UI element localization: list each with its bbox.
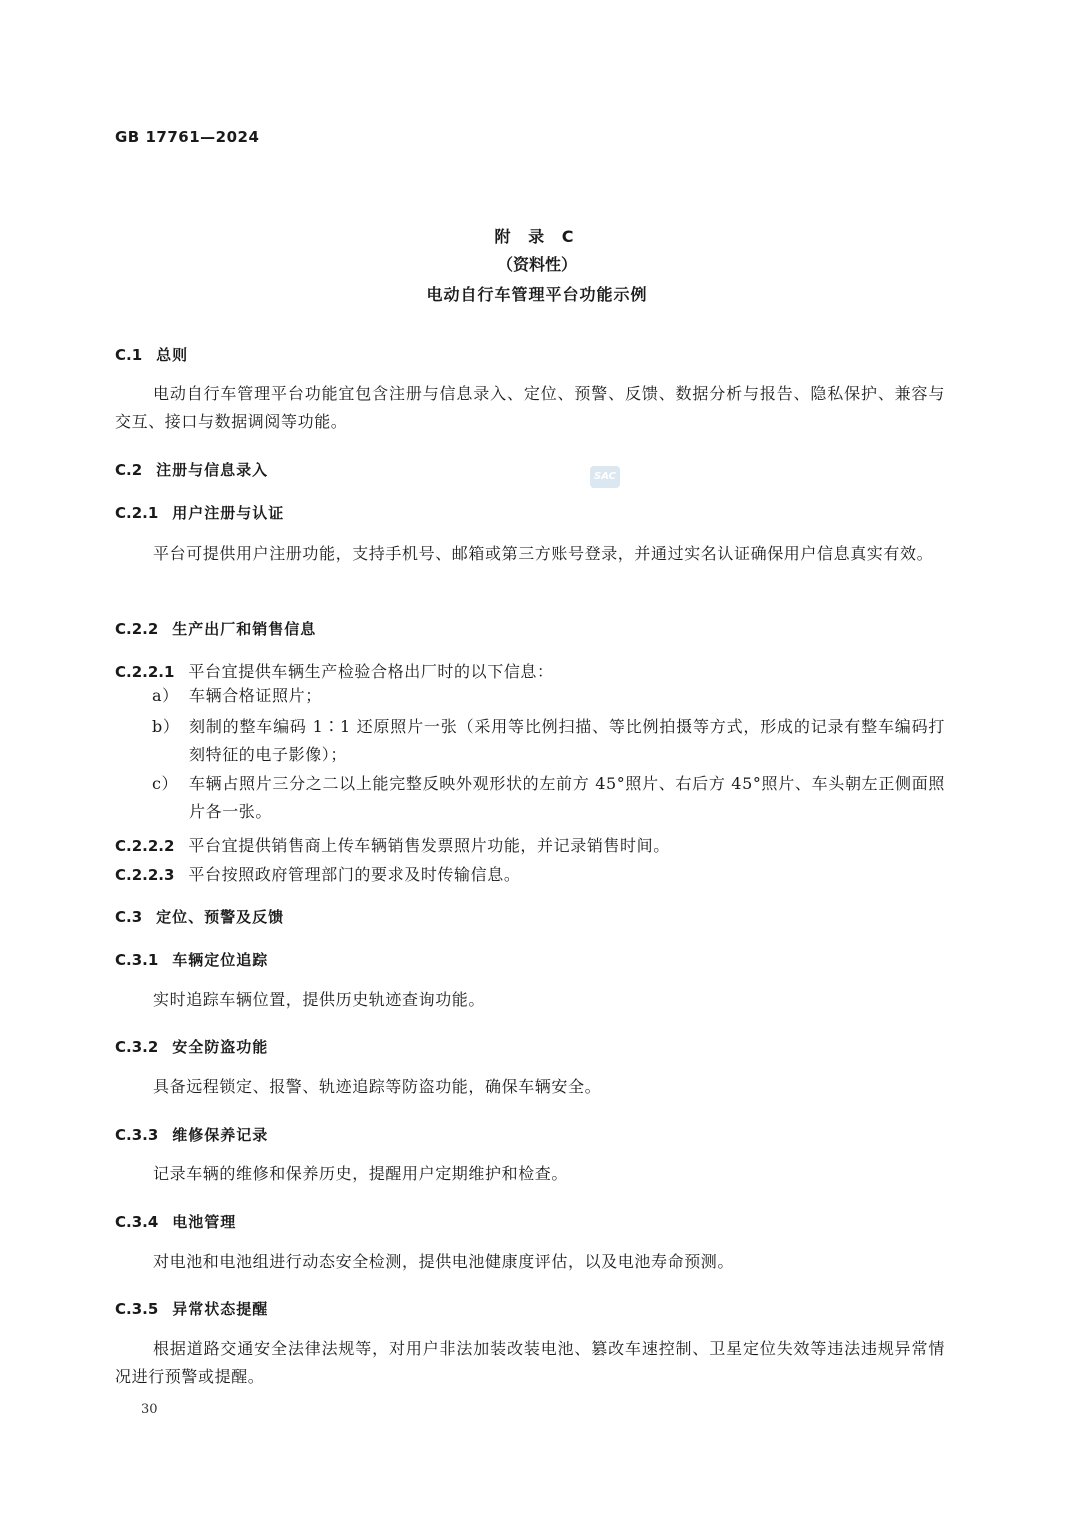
annex-title: 附 录 C bbox=[494, 227, 580, 246]
clause-text: 平台宜提供车辆生产检验合格出厂时的以下信息： bbox=[188, 662, 554, 681]
clause-number: C.2.2.1 bbox=[115, 663, 175, 681]
heading-c3-4 bbox=[115, 1211, 236, 1232]
annex-type: （资料性） bbox=[496, 255, 577, 274]
clause-text: 平台宜提供销售商上传车辆销售发票照片功能，并记录销售时间。 bbox=[188, 836, 670, 855]
heading-number: C.3.4 bbox=[115, 1213, 159, 1231]
list-item bbox=[152, 713, 945, 769]
clause-number: C.2.2.2 bbox=[115, 837, 175, 855]
paragraph-c3-3: 记录车辆的维修和保养历史，提醒用户定期维护和检查。 bbox=[153, 1164, 569, 1183]
annex-name: 电动自行车管理平台功能示例 bbox=[426, 285, 648, 304]
heading-c3-2 bbox=[115, 1036, 268, 1057]
list-item-label: b） bbox=[152, 717, 180, 736]
heading-number: C.3 bbox=[115, 908, 143, 926]
heading-text: 定位、预警及反馈 bbox=[156, 908, 285, 926]
heading-text: 维修保养记录 bbox=[172, 1126, 269, 1144]
list-item-label: c） bbox=[152, 774, 179, 793]
paragraph-c2-1: 平台可提供用户注册功能，支持手机号、邮箱或第三方账号登录，并通过实名认证确保用户信息真实有效。 bbox=[153, 544, 934, 563]
list-item bbox=[152, 770, 945, 826]
heading-number: C.3.5 bbox=[115, 1300, 159, 1318]
heading-text: 电池管理 bbox=[172, 1213, 237, 1231]
standard-code: GB 17761—2024 bbox=[115, 128, 260, 146]
clause-text: 平台按照政府管理部门的要求及时传输信息。 bbox=[188, 865, 521, 884]
heading-c2-1 bbox=[115, 502, 284, 523]
paragraph-c3-4: 对电池和电池组进行动态安全检测，提供电池健康度评估，以及电池寿命预测。 bbox=[153, 1252, 735, 1271]
list-item bbox=[152, 682, 945, 710]
heading-text: 用户注册与认证 bbox=[172, 504, 285, 522]
heading-text: 车辆定位追踪 bbox=[172, 951, 269, 969]
heading-c2 bbox=[115, 459, 268, 480]
paragraph-c3-1: 实时追踪车辆位置，提供历史轨迹查询功能。 bbox=[153, 990, 486, 1009]
heading-text: 安全防盗功能 bbox=[172, 1038, 269, 1056]
heading-c3 bbox=[115, 906, 284, 927]
heading-text: 总则 bbox=[156, 346, 189, 364]
heading-number: C.3.2 bbox=[115, 1038, 159, 1056]
heading-text: 注册与信息录入 bbox=[156, 461, 269, 479]
clause-c2-2-3 bbox=[115, 862, 520, 885]
heading-text: 异常状态提醒 bbox=[172, 1300, 269, 1318]
list-item-label: a） bbox=[152, 686, 179, 705]
heading-c3-5 bbox=[115, 1298, 268, 1319]
list-item-text: 车辆占照片三分之二以上能完整反映外观形状的左前方 45°照片、右后方 45°照片、车头朝左正侧面照片各一张。 bbox=[189, 774, 945, 821]
heading-number: C.1 bbox=[115, 346, 143, 364]
clause-number: C.2.2.3 bbox=[115, 866, 175, 884]
list-item-text: 刻制的整车编码 1∶1 还原照片一张（采用等比例扫描、等比例拍摄等方式，形成的记录有整车编码打刻特征的电子影像）； bbox=[189, 717, 945, 764]
paragraph-c3-2: 具备远程锁定、报警、轨迹追踪等防盗功能，确保车辆安全。 bbox=[153, 1077, 602, 1096]
heading-c2-2 bbox=[115, 618, 316, 639]
list-item-text: 车辆合格证照片； bbox=[189, 686, 322, 705]
heading-text: 生产出厂和销售信息 bbox=[172, 620, 317, 638]
heading-c1 bbox=[115, 344, 188, 365]
heading-c3-1 bbox=[115, 949, 268, 970]
clause-c2-2-1 bbox=[115, 659, 554, 682]
page-number: 30 bbox=[141, 1402, 158, 1417]
heading-number: C.3.1 bbox=[115, 951, 159, 969]
paragraph-c1: 电动自行车管理平台功能宜包含注册与信息录入、定位、预警、反馈、数据分析与报告、隐私保护、兼容与交互、接口与数据调阅等功能。 bbox=[115, 384, 945, 431]
sac-watermark-logo: SAC bbox=[590, 466, 620, 488]
heading-number: C.2.1 bbox=[115, 504, 159, 522]
paragraph-c3-5: 根据道路交通安全法律法规等，对用户非法加装改装电池、篡改车速控制、卫星定位失效等违法违规异常情况进行预警或提醒。 bbox=[115, 1339, 945, 1386]
heading-number: C.3.3 bbox=[115, 1126, 159, 1144]
clause-c2-2-2 bbox=[115, 833, 670, 856]
heading-c3-3 bbox=[115, 1124, 268, 1145]
heading-number: C.2 bbox=[115, 461, 143, 479]
heading-number: C.2.2 bbox=[115, 620, 159, 638]
